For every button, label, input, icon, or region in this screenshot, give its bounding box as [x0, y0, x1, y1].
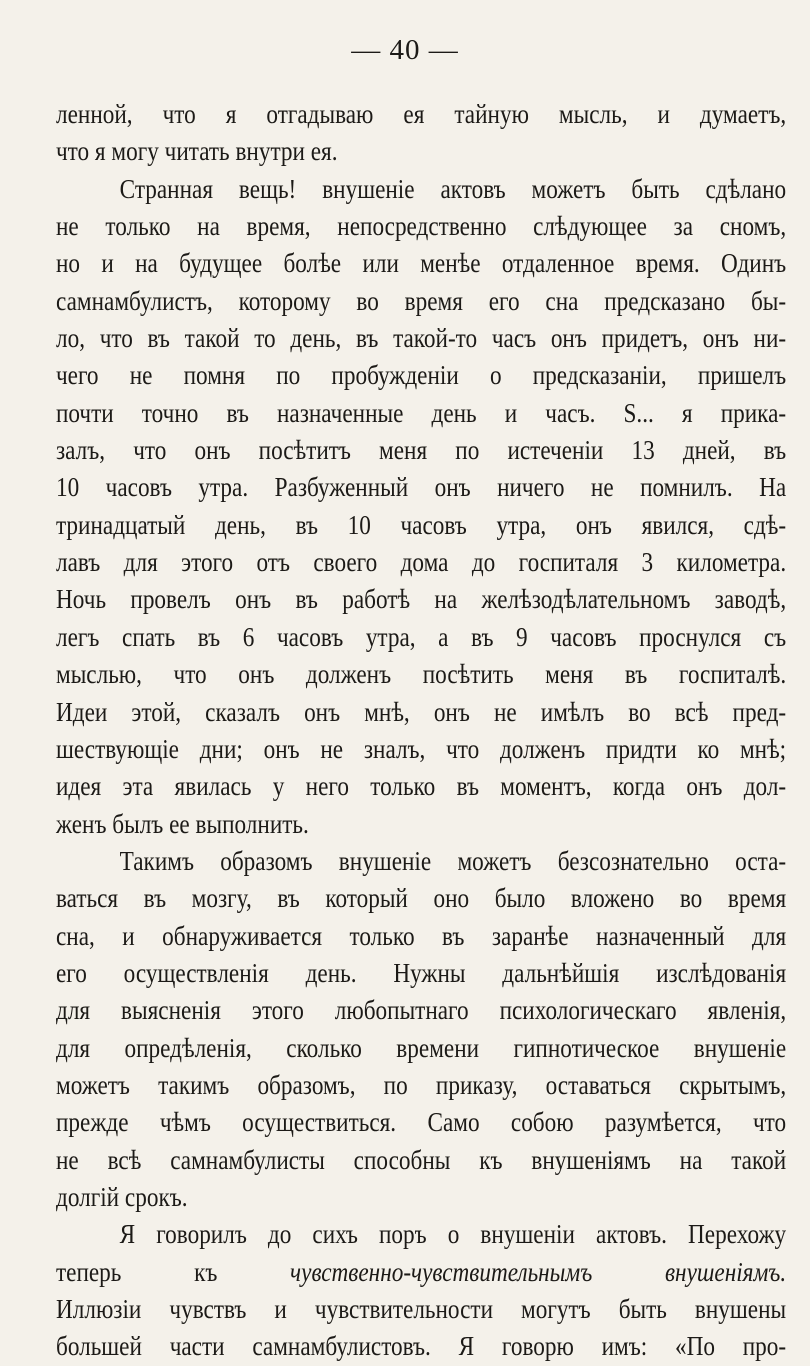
text-line: Странная вещь! внушенiе актовъ можетъ быть сдѣлано [119, 173, 787, 204]
text-line: легъ спать въ 6 часовъ утра, а въ 9 часовъ проснулся съ [56, 621, 787, 652]
body-text [56, 96, 786, 1366]
text-line: долгiй срокъ. [56, 1181, 188, 1212]
text-line: женъ былъ ее выполнить. [56, 808, 309, 839]
text-line: но и на будущее болѣе или менѣе отдаленное время. Одинъ [56, 248, 787, 279]
text-line: прежде чѣмъ осуществиться. Само собою разумѣется, что [56, 1107, 787, 1138]
text-line: не всѣ самнамбулисты способны къ внушенiямъ на такой [56, 1144, 787, 1175]
text-line: большей части самнамбулистовъ. Я говорю имъ: «По про- [56, 1331, 787, 1362]
text-line: залъ, что онъ посѣтитъ меня по истеченiи 13 дней, въ [56, 435, 787, 466]
text-line: для опредѣленiя, сколько времени гипнотическое внушенiе [56, 1032, 787, 1063]
text-line: сна, и обнаруживается только въ заранѣе назначенный для [56, 920, 787, 951]
text-line: Я говорилъ до сихъ поръ о внушенiи актовъ. Перехожу [119, 1219, 787, 1250]
text-line: для выясненiя этого любопытнаго психологическаго явленiя, [56, 995, 787, 1026]
page-number: — 40 — [351, 34, 459, 66]
text-line: тринадцатый день, въ 10 часовъ утра, онъ явился, сдѣ- [56, 509, 787, 540]
text-line: чего не помня по пробужденiи о предсказанiи, пришелъ [56, 360, 787, 391]
text-line [56, 1254, 786, 1291]
text-line: Идеи этой, сказалъ онъ мнѣ, онъ не имѣлъ во всѣ пред- [56, 696, 787, 727]
text-line: 10 часовъ утра. Разбуженный онъ ничего не помнилъ. На [56, 472, 787, 503]
text-line: ло, что въ такой то день, въ такой-то часъ онъ придетъ, онъ ни- [56, 323, 787, 354]
text-line: шествующiе дни; онъ не зналъ, что долженъ придти ко мнѣ; [56, 733, 787, 764]
text-line: можетъ такимъ образомъ, по приказу, оставаться скрытымъ, [56, 1069, 787, 1100]
text-line: что я могу читать внутри ея. [56, 136, 338, 167]
italic-text-run: чувственно-чувствительнымъ внушенiямъ. [290, 1256, 787, 1287]
text-line: лавъ для этого отъ своего дома до госпиталя 3 километра. [56, 547, 787, 578]
text-line: его осуществленiя день. Нужны дальнѣйшiя изслѣдованiя [56, 957, 787, 988]
text-line: самнамбулистъ, которому во время его сна предсказано бы- [56, 285, 787, 316]
text-line: Ночь провелъ онъ въ работѣ на желѣзодѣлательномъ заводѣ, [56, 584, 787, 615]
text-line: ленной, что я отгадываю ея тайную мысль, и думаетъ, [56, 99, 787, 129]
text-line: не только на время, непосредственно слѣдующее за сномъ, [56, 211, 787, 242]
text-line: Иллюзiи чувствъ и чувствительности могутъ быть внушены [56, 1294, 787, 1324]
text-line: идея эта явилась у него только въ моментъ, когда онъ дол- [56, 771, 787, 802]
text-run: теперь къ [56, 1256, 291, 1287]
text-line: почти точно въ назначенные день и часъ. S... я прика- [56, 397, 787, 428]
text-line: мыслью, что онъ долженъ посѣтить меня въ госпиталѣ. [56, 659, 787, 690]
text-line: Такимъ образомъ внушенiе можетъ безсознательно оста- [119, 845, 787, 876]
text-line: ваться въ мозгу, въ который оно было вложено во время [56, 883, 787, 914]
